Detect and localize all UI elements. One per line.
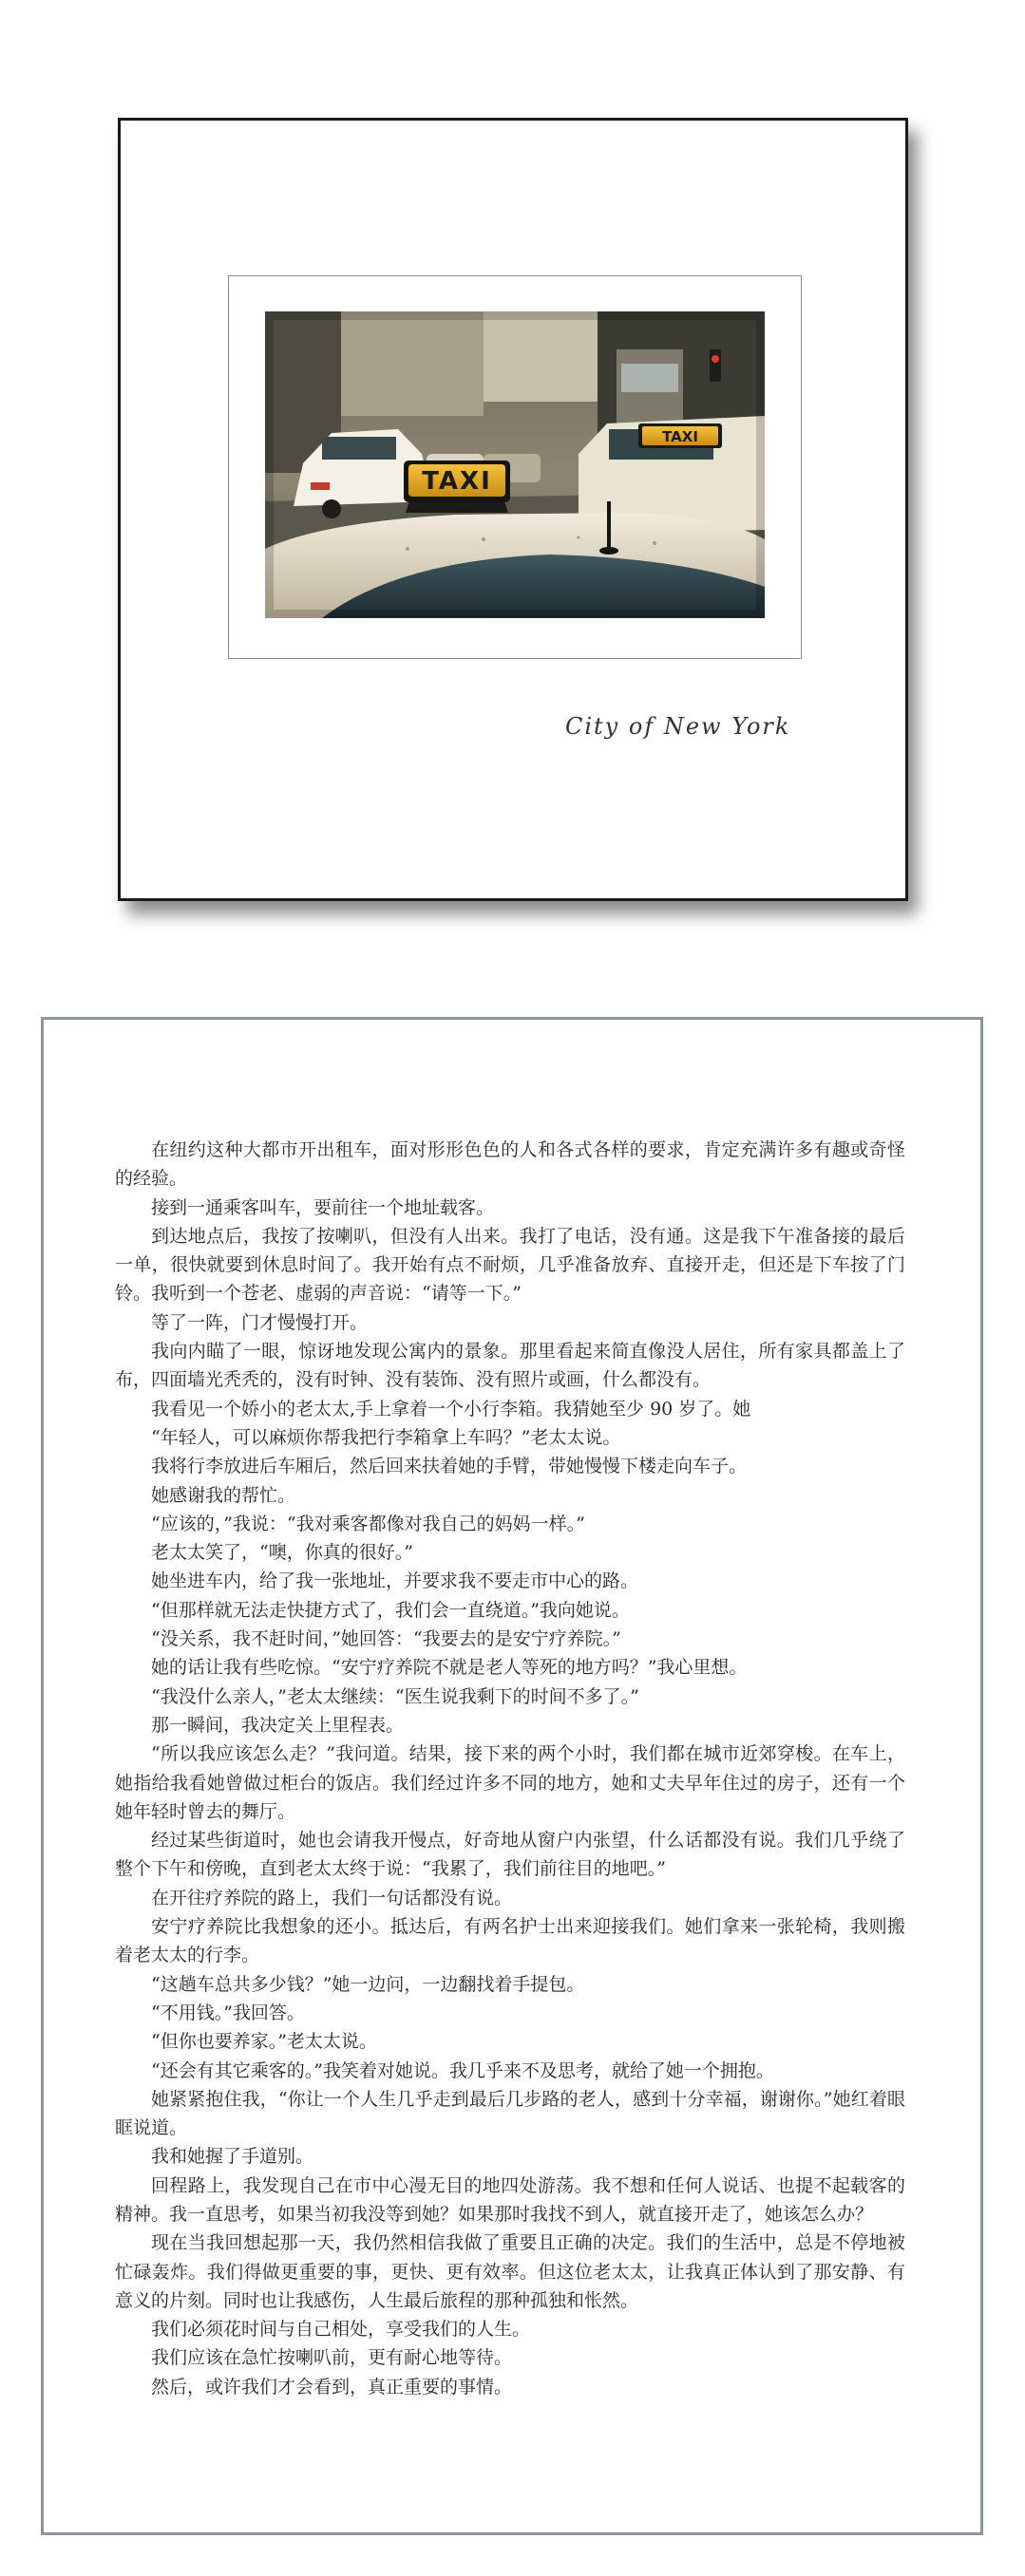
- story-paragraph: “所以我应该怎么走？”我问道。结果，接下来的两个小时，我们都在城市近郊穿梭。在车上，她指给我看她曾做过柜台的饭店。我们经过许多不同的地方，她和丈夫早年住过的房子，还有一个她年轻时曾去的舞厅。: [115, 1743, 905, 1822]
- taxi-sign-text: TAXI: [422, 467, 492, 496]
- story-paragraph: 现在当我回想起那一天，我仍然相信我做了重要且正确的决定。我们的生活中，总是不停地被忙碌轰炸。我们得做更重要的事，更快、更有效率。但这位老太太，让我真正体认到了那安静、有意义的片刻。同时也让我感伤，人生最后旅程的那种孤独和怅然。: [115, 2232, 905, 2311]
- story-paragraph: 然后，或许我们才会看到，真正重要的事情。: [151, 2376, 513, 2397]
- story-paragraph: 她的话让我有些吃惊。“安宁疗养院不就是老人等死的地方吗？”我心里想。: [151, 1657, 748, 1679]
- bus-window: [621, 364, 678, 392]
- story-paragraph: “但那样就无法走快捷方式了，我们会一直绕道。”我向她说。: [151, 1599, 630, 1621]
- antenna-base: [599, 547, 618, 555]
- story-paragraph: 等了一阵，门才慢慢打开。: [151, 1311, 369, 1333]
- story-paragraph: 我将行李放进后车厢后，然后回来扶着她的手臂，带她慢慢下楼走向车子。: [151, 1456, 748, 1477]
- story-paragraph: 我和她握了手道别。: [151, 2146, 314, 2168]
- story-paragraph: 老太太笑了，“噢，你真的很好。”: [151, 1542, 413, 1564]
- taxi-sign-base: [406, 501, 508, 513]
- raindrop: [406, 547, 409, 551]
- white-car-window: [322, 437, 396, 460]
- story-text: [115, 1136, 905, 2401]
- photo-card: [118, 118, 908, 901]
- story-paragraph: 我们必须花时间与自己相处，享受我们的人生。: [151, 2319, 531, 2341]
- traffic-light: [710, 349, 721, 382]
- story-paragraph: “年轻人，可以麻烦你帮我把行李箱拿上车吗？”老太太说。: [151, 1426, 621, 1448]
- story-paragraph: 她感谢我的帮忙。: [151, 1484, 296, 1506]
- taxi-photo-illustration: [265, 311, 765, 618]
- story-paragraph: 接到一通乘客叫车，要前往一个地址载客。: [151, 1196, 495, 1218]
- raindrop: [653, 541, 656, 545]
- white-car-taillight: [311, 482, 330, 490]
- story-paragraph: 我看见一个娇小的老太太,手上拿着一个小行李箱。我猜她至少 90 岁了。她: [151, 1398, 751, 1420]
- story-paragraph: 安宁疗养院比我想象的还小。抵达后，有两名护士出来迎接我们。她们拿来一张轮椅，我则搬着老太太的行李。: [115, 1916, 905, 1966]
- building-center: [341, 311, 484, 416]
- story-page: [41, 1017, 983, 2535]
- story-paragraph: “不用钱。”我回答。: [151, 2002, 305, 2023]
- photo-caption: City of New York: [565, 713, 791, 740]
- story-paragraph: 在纽约这种大都市开出租车，面对形形色色的人和各式各样的要求，肯定充满许多有趣或奇怪的经验。: [115, 1139, 905, 1190]
- taxi-photo: [265, 311, 765, 618]
- raindrop: [577, 536, 579, 538]
- story-paragraph: “这趟车总共多少钱？”她一边问，一边翻找着手提包。: [151, 1973, 585, 1995]
- story-paragraph: 经过某些街道时，她也会请我开慢点，好奇地从窗户内张望，什么话都没有说。我们几乎绕了整个下午和傍晚，直到老太太终于说：“我累了，我们前往目的地吧。”: [115, 1830, 905, 1880]
- story-paragraph: 我们应该在急忙按喇叭前，更有耐心地等待。: [151, 2347, 513, 2369]
- story-paragraph: 那一瞬间，我决定关上里程表。: [151, 1714, 405, 1736]
- story-paragraph: “还会有其它乘客的。”我笑着对她说。我几乎来不及思考，就给了她一个拥抱。: [151, 2059, 774, 2081]
- story-paragraph: 到达地点后，我按了按喇叭，但没有人出来。我打了电话，没有通。这是我下午准备接的最后一单，很快就要到休息时间了。我开始有点不耐烦，几乎准备放弃、直接开走，但还是下车按了门铃。我听到一个苍老、虚弱的声音说：“请等一下。”: [115, 1225, 905, 1305]
- story-paragraph: “没关系，我不赶时间，”她回答：“我要去的是安宁疗养院。”: [151, 1628, 621, 1650]
- taxi-sign-far-text: TAXI: [662, 428, 698, 445]
- raindrop: [482, 537, 485, 541]
- photo-mat: [228, 275, 802, 659]
- story-paragraph: 在开往疗养院的路上，我们一句话都没有说。: [151, 1887, 513, 1908]
- story-paragraph: “我没什么亲人，”老太太继续：“医生说我剩下的时间不多了。”: [151, 1685, 639, 1707]
- story-paragraph: “但你也要养家。”老太太说。: [151, 2031, 377, 2053]
- story-paragraph: 她紧紧抱住我，“你让一个人生几乎走到最后几步路的老人，感到十分幸福，谢谢你。”她红着眼眶说道。: [115, 2088, 905, 2139]
- building-bright: [484, 311, 598, 402]
- story-paragraph: 她坐进车内，给了我一张地址，并要求我不要走市中心的路。: [151, 1570, 639, 1592]
- story-paragraph: 回程路上，我发现自己在市中心漫无目的地四处游荡。我不想和任何人说话、也提不起载客的精神。我一直思考，如果当初我没等到她？如果那时我找不到人，就直接开走了，她该怎么办？: [115, 2174, 905, 2225]
- story-paragraph: “应该的，”我说：“我对乘客都像对我自己的妈妈一样。”: [151, 1513, 585, 1534]
- white-car-wheel: [322, 499, 341, 518]
- traffic-light-red: [712, 355, 719, 363]
- story-paragraph: 我向内瞄了一眼，惊讶地发现公寓内的景象。那里看起来简直像没人居住，所有家具都盖上了布，四面墙光秃秃的，没有时钟、没有装饰、没有照片或画，什么都没有。: [115, 1341, 905, 1391]
